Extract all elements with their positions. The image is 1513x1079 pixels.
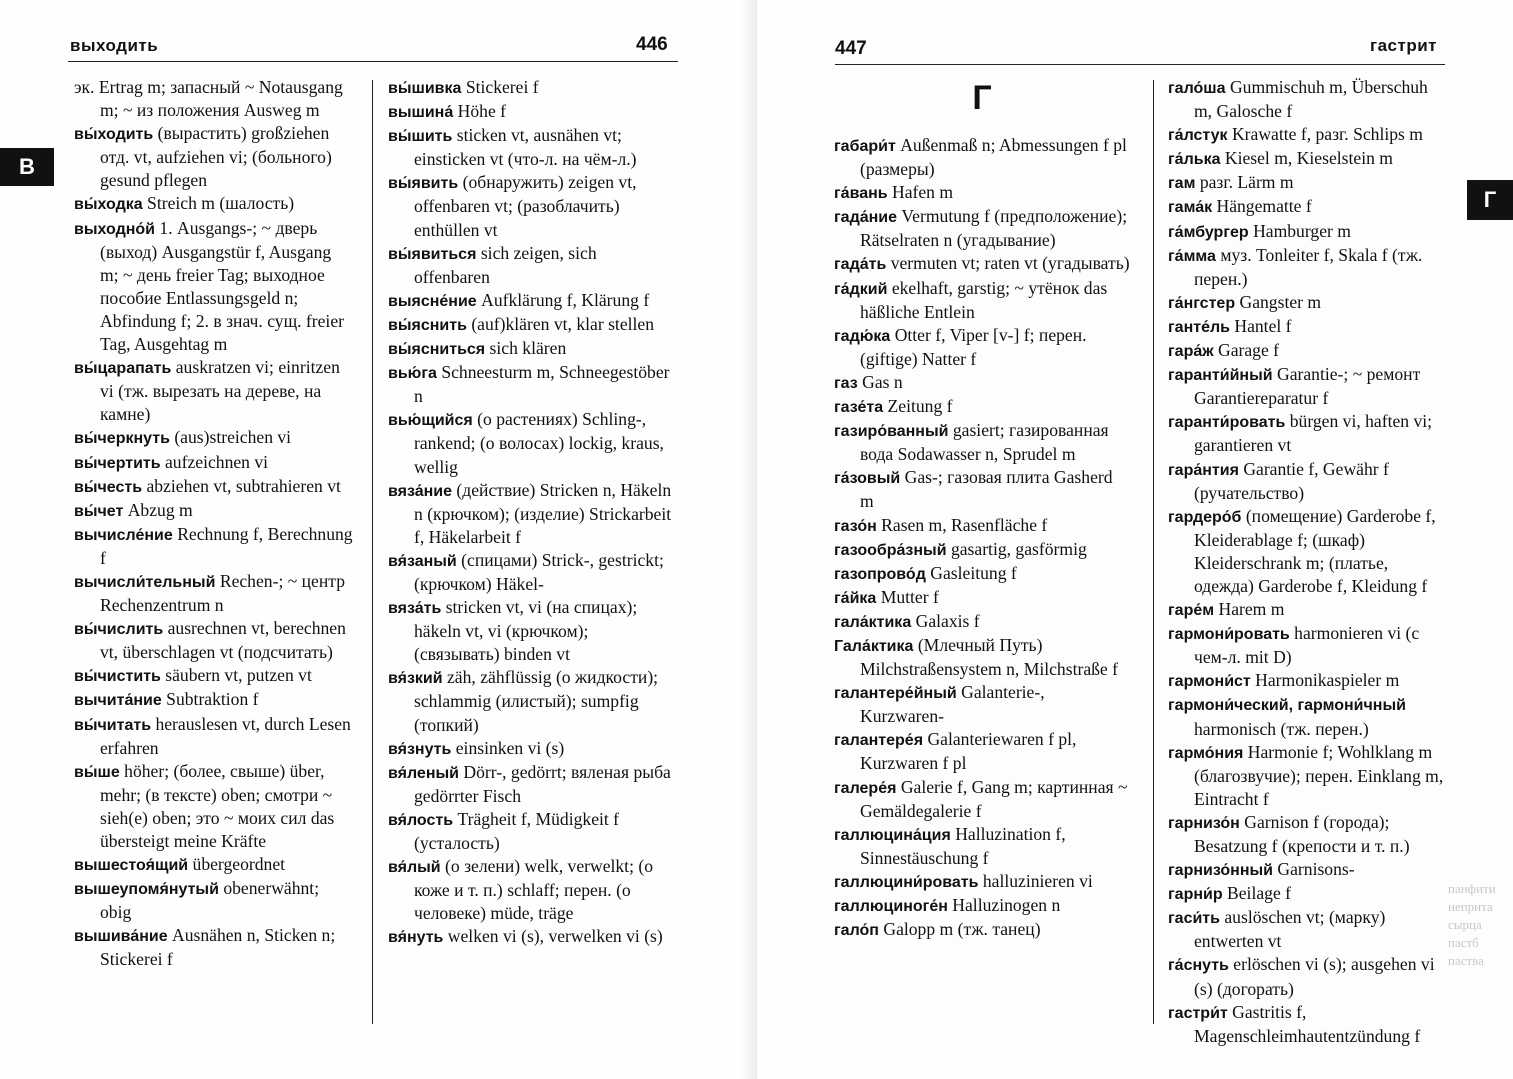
entry-definition: Garnisons- [1277,859,1355,880]
entry-definition: Hafen m [892,182,954,203]
entry-definition: Hantel f [1234,315,1292,336]
show-through-line: панфити [1448,881,1496,896]
dictionary-entry [834,586,1130,610]
entry-definition: sich klären [489,338,567,359]
entry-definition: Kiesel m, Kieselstein m [1224,148,1393,169]
entry-definition: (Млечный Путь) Milchstraßensystem n, Milchstraße f [860,634,1118,680]
entry-headword: гало́п [834,922,879,940]
entry-definition: Galaxis f [915,610,980,631]
dictionary-entry [1168,291,1448,315]
dictionary-entry [74,523,354,570]
dictionary-entry [834,823,1130,870]
entry-definition: Rasen m, Rasenfläche f [881,514,1048,535]
dictionary-entry [834,538,1130,562]
entry-headword: гармо́ния [1168,744,1244,762]
entry-headword: вы́явить [388,175,459,193]
entry-headword: га́нгстер [1168,294,1236,312]
entry-definition: Galerie f, Gang m; картинная ~ Gemäldegalerie f [860,776,1128,821]
dictionary-entry [1168,195,1448,219]
dictionary-entry [74,713,354,760]
entry-definition: Gastritis f, Magenschleimhautentzündung f [1194,1001,1421,1046]
dictionary-entry [1168,622,1448,669]
section-letter: Г [972,79,992,117]
entry-definition: Abzug m [127,499,193,520]
entry-definition: welken vi (s), verwelken vi (s) [447,926,663,947]
dictionary-entry [388,171,676,241]
entry-definition: Vermutung f (предположение); Rätselraten n (угадывание) [860,206,1128,251]
entry-headword: вя́знуть [388,740,452,758]
entry-headword: вы́чет [74,502,124,520]
entry-headword: гаре́м [1168,602,1215,620]
entry-definition: vermuten vt; raten vt (угадывать) [890,253,1130,274]
entry-definition: stricken vt, vi (на спицах); häkeln vt, vi (крючком); (связывать) binden vt [414,597,638,665]
entry-headword: вяза́ть [388,600,442,618]
entry-definition: Stickerei f [465,77,539,97]
dictionary-entry [1168,315,1448,339]
entry-definition: gasiert; газированная вода Sodawasser n, Sprudel m [860,420,1109,465]
entry-headword: гармони́ст [1168,673,1251,691]
entry-definition: erlöschen vi (s); ausgehen vi (s) (догорать) [1194,954,1435,999]
entry-definition: herauslesen vt, durch Lesen erfahren [100,713,351,758]
dictionary-column-left-1 [74,76,354,972]
dictionary-entry [1168,669,1448,693]
entry-headword: газ [834,374,858,392]
entry-headword: газообра́зный [834,541,947,559]
entry-headword: гадю́ка [834,327,891,345]
dictionary-entry [1168,741,1448,811]
dictionary-entry [74,853,354,877]
entry-definition: Krawatte f, разг. Schlips m [1231,124,1423,145]
dictionary-entry [834,371,1130,395]
entry-headword: газопрово́д [834,565,926,583]
entry-headword: га́снуть [1168,957,1229,975]
entry-definition: auskratzen vi; einritzen vi (тж. вырезать на дереве, на камне) [100,357,340,425]
entry-definition: 1. Ausgangs-; ~ дверь (выход) Ausgangstür f, Ausgang m; ~ день freier Tag; выходное пособие Entlassungsgeld n; Abfindung f; 2. в знач. сущ. freier Tag, Ausgehtag m [100,217,344,355]
dictionary-entry [1168,147,1448,171]
entry-headword: гада́ть [834,256,887,274]
entry-headword: газе́та [834,399,884,417]
show-through-line: неприта [1448,899,1493,914]
dictionary-entry [834,562,1130,586]
dictionary-entry [834,776,1130,823]
show-through-line: сырца [1448,917,1482,932]
entry-headword: гада́ние [834,209,898,227]
entry-definition: Galanteriewaren f pl, Kurzwaren f pl [860,729,1077,774]
entry-headword: выясне́ние [388,292,477,310]
entry-headword: га́мбургер [1168,223,1249,241]
entry-definition: harmonieren vi (с чем-л. mit D) [1194,623,1420,668]
dictionary-entry [74,217,354,357]
dictionary-entry [834,419,1130,466]
entry-definition: säubern vt, putzen vt [165,665,312,686]
entry-headword: га́мма [1168,247,1216,265]
dictionary-column-right-2 [1168,76,1448,1048]
entry-definition: ausrechnen vt, berechnen vt, überschlagen vt (подсчитать) [100,618,346,663]
dictionary-entry [74,760,354,853]
entry-definition: (действие) Stricken n, Häkeln n (крючком); (изделие) Strickarbeit f, Häkelarbeit f [414,479,672,547]
entry-definition: (обнаружить) zeigen vt, offenbaren vt; (разоблачить) enthüllen vt [414,172,637,240]
dictionary-entry [388,289,676,313]
entry-headword: гарнизо́нный [1168,862,1273,880]
entry-headword: вя́зкий [388,670,443,688]
entry-definition: Gasleitung f [930,562,1017,583]
entry-headword: вы́числить [74,621,164,639]
entry-headword: вышина́ [388,104,454,122]
entry-headword: вы́яснить [388,316,467,334]
entry-definition: Subtraktion f [166,689,259,710]
entry-headword: вы́ясниться [388,341,486,359]
entry-definition: Rechen-; ~ центр Rechenzentrum n [100,570,345,616]
entry-definition: Galopp m (тж. танец) [883,919,1041,940]
entry-definition: Harmonikaspieler m [1255,670,1400,691]
dictionary-entry [834,918,1130,942]
dictionary-entry [74,617,354,664]
entry-definition: Gangster m [1239,291,1322,312]
entry-definition: (помещение) Garderobe f, Kleiderablage f; (шкаф) Kleiderschrank m; (платье, одежда) Garderobe f, Kleidung f [1194,505,1436,596]
entry-headword: гара́ж [1168,343,1214,361]
entry-definition: bürgen vi, haften vi; garantieren vt [1194,411,1433,456]
page-number-right: 447 [835,38,867,59]
entry-headword: вышеупомя́нутый [74,881,219,899]
dictionary-entry [74,426,354,450]
entry-definition: Galanterie-, Kurzwaren- [860,682,1045,727]
entry-definition: Streich m (шалость) [147,193,295,214]
dictionary-entry [834,205,1130,252]
entry-definition: ekelhaft, garstig; ~ утёнок das häßliche Entlein [860,277,1108,322]
entry-headword: гарнизо́н [1168,814,1240,832]
dictionary-entry [388,337,676,361]
entry-headword: га́вань [834,185,888,203]
dictionary-entry [834,181,1130,205]
dictionary-entry [74,76,354,122]
dictionary-entry [388,761,676,808]
entry-definition: Höhe f [457,101,507,122]
dictionary-entry [1168,123,1448,147]
left-page [0,0,756,1079]
entry-definition: auslöschen vt; (марку) entwerten vt [1194,907,1386,952]
dictionary-entry [388,549,676,596]
dictionary-entry [388,76,676,100]
entry-definition: (о растениях) Schling-, rankend; (о волосах) lockig, kraus, wellig [414,409,664,477]
entry-headword: выходно́й [74,220,155,238]
entry-headword: гармони́ческий, гармони́чный [1168,697,1406,715]
entry-definition: Hängematte f [1216,196,1312,217]
entry-headword: вью́щийся [388,412,473,430]
entry-definition: (о зелени) welk, verwelkt; (о коже и т. п.) schlaff; перен. (о человеке) müde, träge [414,856,654,924]
entry-definition: aufzeichnen vi [165,451,269,472]
dictionary-entry [1168,1001,1448,1048]
dictionary-entry [1168,953,1448,1000]
entry-definition: Halluzinogen n [952,895,1061,915]
entry-headword: гаранти́ровать [1168,414,1286,432]
dictionary-column-right-1-wrap [834,72,1130,942]
dictionary-entry [1168,76,1448,123]
entry-headword: галлюцина́ция [834,826,951,844]
dictionary-entry [1168,505,1448,598]
dictionary-entry [834,277,1130,324]
dictionary-entry [74,924,354,971]
entry-definition: Hamburger m [1253,220,1351,241]
dictionary-entry [834,728,1130,775]
entry-headword: гала́ктика [834,613,912,631]
dictionary-entry [1168,811,1448,858]
entry-headword: га́лстук [1168,127,1228,145]
entry-headword: гама́к [1168,199,1213,217]
entry-definition: Garnison f (города); Besatzung f (крепости и т. п.) [1194,811,1410,856]
dictionary-entry [1168,906,1448,953]
entry-headword: вы́шить [388,128,453,146]
entry-headword: вы́шивка [388,80,462,97]
dictionary-entry [74,451,354,475]
dictionary-entry [388,479,676,549]
dictionary-entry [74,688,354,712]
entry-headword: гардеро́б [1168,508,1242,526]
entry-headword: вы́честь [74,478,143,496]
running-head-right: гастрит [1370,36,1437,55]
column-rule-right [1153,80,1154,1024]
dictionary-entry [388,313,676,337]
dictionary-entry [834,681,1130,728]
entry-definition: муз. Tonleiter f, Skala f (тж. перен.) [1194,244,1423,289]
entry-headword: габари́т [834,138,896,155]
dictionary-entry [1168,171,1448,195]
dictionary-entry [388,737,676,761]
dictionary-entry [74,122,354,192]
entry-headword: гам [1168,175,1196,193]
entry-headword: галлюциноге́н [834,898,948,915]
entry-definition: Harem m [1218,599,1285,620]
entry-definition: halluzinieren vi [982,870,1093,891]
dictionary-entry [74,877,354,924]
entry-headword: вы́царапать [74,360,172,378]
entry-definition: (спицами) Strick-, gestrickt; (крючком) Häkel- [414,549,664,594]
header-rule-right [835,64,1445,65]
dictionary-entry [834,395,1130,419]
entry-definition: Garantie f, Gewähr f (ручательство) [1194,458,1389,503]
entry-headword: вя́нуть [388,929,444,947]
dictionary-entry [74,499,354,523]
entry-headword: вы́чертить [74,454,161,472]
entry-headword: гастри́т [1168,1004,1228,1022]
entry-headword: вы́ходить [74,126,154,144]
entry-definition: Harmonie f; Wohlklang m (благозвучие); перен. Einklang m, Eintracht f [1194,741,1444,809]
entry-definition: höher; (более, свыше) über, mehr; (в тексте) oben; смотри ~ sieh(e) oben; это ~ моих сил das übersteigt meine Kräfte [100,760,335,851]
entry-definition: Otter f, Viper [v-] f; перен. (giftige) Natter f [860,324,1087,369]
entry-definition: эк. Ertrag m; запасный ~ Notausgang m; ~ из положения Ausweg m [74,77,343,121]
dictionary-entry [834,466,1130,513]
entry-headword: вяза́ние [388,482,452,500]
show-through-line: пастб [1448,935,1479,950]
entry-headword: вы́читать [74,716,152,734]
entry-headword: вы́ше [74,763,120,781]
entry-headword: вы́чистить [74,668,161,686]
entry-headword: гармони́ровать [1168,626,1290,644]
entry-headword: гаси́ть [1168,910,1220,928]
entry-headword: вы́явиться [388,245,477,263]
entry-definition: Außenmaß n; Abmessungen f pl (размеры) [860,135,1127,180]
entry-headword: га́лька [1168,151,1221,169]
entry-headword: вычита́ние [74,692,162,710]
entry-definition: (вырастить) großziehen отд. vt, aufziehen vi; (больного) gesund pflegen [100,123,332,191]
entry-definition: harmonisch (тж. перен.) [1194,718,1369,739]
entry-headword: гаранти́йный [1168,367,1273,385]
dictionary-entry [388,666,676,736]
entry-definition: sich zeigen, sich offenbaren [414,242,597,287]
dictionary-entry [74,192,354,216]
thumb-index-tab-left: В [0,148,54,186]
entry-headword: вычисли́тельный [74,573,216,591]
entry-headword: вы́черкнуть [74,430,170,448]
entry-definition: Beilage f [1227,883,1292,904]
entry-definition: einsinken vi (s) [455,737,565,758]
entry-definition: Trägheit f, Müdigkeit f (усталость) [414,808,620,853]
entry-definition: Zeitung f [887,396,953,417]
dictionary-entry [388,855,676,925]
dictionary-entry [1168,244,1448,291]
entry-headword: газиро́ванный [834,423,949,441]
entry-definition: obenerwähnt; obig [100,878,320,923]
page-number-left: 446 [636,34,668,55]
dictionary-entry [388,808,676,855]
dictionary-entry [834,134,1130,181]
entry-headword: ганте́ль [1168,318,1230,336]
thumb-index-tab-right: Г [1467,180,1513,220]
entry-definition: (auf)klären vt, klar stellen [471,313,655,334]
dictionary-column-left-2 [388,76,676,949]
entry-definition: sticken vt, ausnähen vt; einsticken vt (что-л. на чём-л.) [414,125,637,170]
dictionary-entry [388,925,676,949]
dictionary-entry [388,596,676,666]
show-through-line: паства [1448,953,1484,968]
entry-headword: вышива́ние [74,928,168,946]
entry-definition: abziehen vt, subtrahieren vt [146,475,341,496]
dictionary-entry [74,664,354,688]
entry-headword: вью́га [388,365,437,383]
entry-headword: га́зовый [834,470,901,488]
dictionary-entry [834,252,1130,276]
entry-headword: галантере́я [834,732,924,750]
entry-headword: галере́я [834,779,897,797]
dictionary-entry [1168,410,1448,457]
dictionary-entry [388,408,676,478]
dictionary-entry [74,356,354,426]
entry-definition: Gas n [862,371,903,392]
entry-headword: Гала́ктика [834,637,914,655]
dictionary-entry [1168,882,1448,906]
entry-definition: Schneesturm m, Schneegestöber n [414,362,670,407]
dictionary-entry [834,634,1130,681]
dictionary-entry [1168,339,1448,363]
header-rule-left [68,61,678,62]
entry-definition: Gas-; газовая плита Gasherd m [860,467,1113,512]
entry-definition: разг. Lärm m [1199,172,1294,193]
entry-headword: вя́лость [388,811,454,829]
entry-headword: вы́ходка [74,196,143,214]
entry-headword: вя́лый [388,859,441,877]
dictionary-entry [1168,458,1448,505]
entry-headword: газо́н [834,517,877,535]
entry-headword: вышестоя́щий [74,857,189,875]
entry-definition: Ausnähen n, Sticken n; Stickerei f [100,925,336,970]
dictionary-entry [1168,598,1448,622]
entry-definition: zäh, zähflüssig (о жидкости); schlammig (илистый); sumpfig (топкий) [414,667,659,735]
dictionary-entry [388,361,676,408]
right-page [757,0,1513,1079]
dictionary-entry [1168,363,1448,410]
entry-definition: Garage f [1217,340,1280,361]
dictionary-entry [1168,858,1448,882]
entry-definition: Gummischuh m, Überschuh m, Galosche f [1194,77,1428,122]
entry-definition: Mutter f [880,586,939,607]
dictionary-entry [74,475,354,499]
entry-headword: га́йка [834,589,877,607]
dictionary-entry [1168,693,1448,740]
entry-headword: вя́леный [388,764,459,782]
entry-definition: Rechnung f, Berechnung f [100,523,353,568]
entry-definition: Halluzination f, Sinnestäuschung f [860,823,1066,868]
entry-definition: Garantie-; ~ ремонт Garantiereparatur f [1194,364,1421,409]
entry-definition: gasartig, gasförmig [950,538,1087,559]
entry-definition: (aus)streichen vi [174,427,292,448]
dictionary-column-right-1 [834,134,1130,942]
entry-headword: гарни́р [1168,886,1223,904]
dictionary-entry [388,124,676,171]
dictionary-entry [1168,220,1448,244]
dictionary-entry [388,242,676,289]
entry-headword: вя́заный [388,552,457,570]
running-head-left: выходить [70,36,159,55]
dictionary-entry [388,100,676,124]
entry-headword: га́дкий [834,280,888,298]
entry-headword: галантере́йный [834,685,957,703]
dictionary-entry [834,870,1130,894]
dictionary-entry [834,610,1130,634]
entry-definition: Dörr-, gedörrt; вяленая рыба gedörrter Fisch [414,761,671,806]
entry-headword: гара́нтия [1168,461,1239,479]
entry-headword: вычисле́ние [74,526,173,544]
dictionary-entry [834,324,1130,371]
entry-headword: галлюцини́ровать [834,873,979,891]
show-through-text [1448,880,1508,1020]
dictionary-entry [834,894,1130,918]
entry-headword: гало́ша [1168,80,1226,97]
entry-definition: Aufklärung f, Klärung f [481,289,650,310]
dictionary-entry [834,514,1130,538]
dictionary-entry [74,570,354,617]
entry-definition: übergeordnet [192,854,286,875]
column-rule-left [372,80,373,1024]
